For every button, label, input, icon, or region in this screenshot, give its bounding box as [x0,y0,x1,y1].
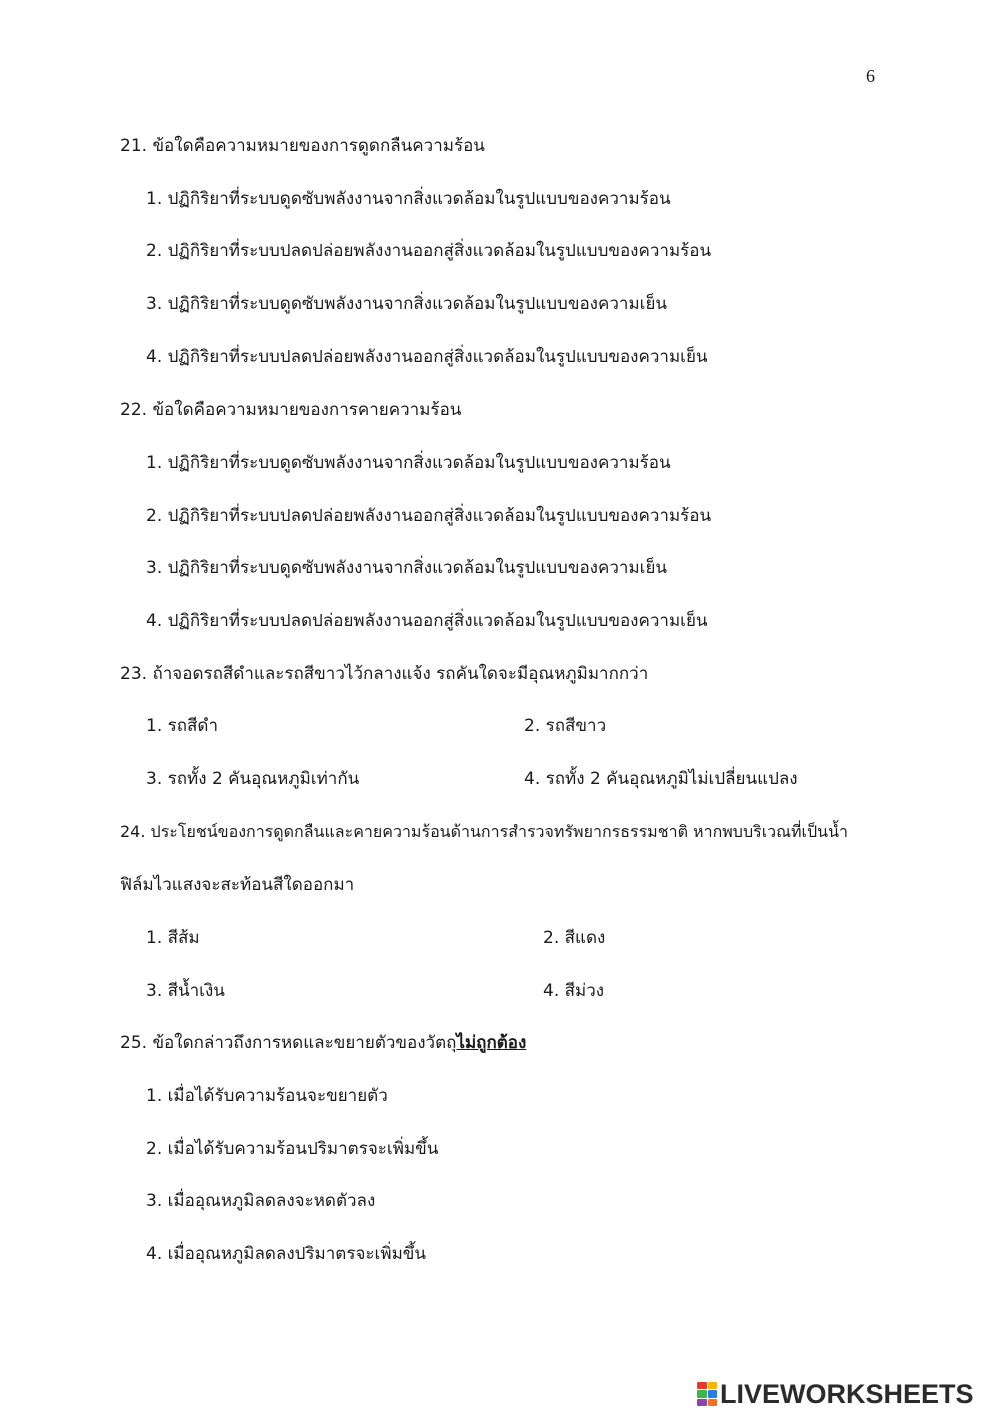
question-25-option-2: 2. เมื่อได้รับความร้อนปริมาตรจะเพิ่มขึ้น [146,1139,439,1159]
logo-block [697,1390,707,1397]
liveworksheets-logo-text: LIVEWORKSHEETS [720,1378,974,1409]
liveworksheets-logo-icon [697,1382,717,1406]
question-25-option-3: 3. เมื่ออุณหภูมิลดลงจะหดตัวลง [146,1191,376,1211]
question-25-emphasis: ไม่ถูกต้อง [456,1033,527,1053]
logo-block [708,1382,718,1389]
question-25-stem: 25. ข้อใดกล่าวถึงการหดและขยายตัวของวัตถุ [120,1033,457,1053]
question-23-option-4: 4. รถทั้ง 2 คันอุณหภูมิไม่เปลี่ยนแปลง [524,769,798,789]
logo-block [697,1382,707,1389]
question-24-option-1: 1. สีส้ม [146,928,200,948]
logo-block [708,1390,718,1397]
question-23-option-2: 2. รถสีขาว [524,716,607,736]
question-24-option-2: 2. สีแดง [543,928,606,948]
liveworksheets-logo [697,1380,974,1408]
question-25-option-4: 4. เมื่ออุณหภูมิลดลงปริมาตรจะเพิ่มขึ้น [146,1244,427,1264]
question-23-option-3: 3. รถทั้ง 2 คันอุณหภูมิเท่ากัน [146,769,360,789]
question-22-option-2: 2. ปฏิกิริยาที่ระบบปลดปล่อยพลังงานออกสู่สิ่งแวดล้อมในรูปแบบของความร้อน [146,506,712,526]
question-23-text: 23. ถ้าจอดรถสีดำและรถสีขาวไว้กลางแจ้ง รถคันใดจะมีอุณหภูมิมากกว่า [120,664,649,684]
question-25-option-1: 1. เมื่อได้รับความร้อนจะขยายตัว [146,1086,388,1106]
question-23-option-1: 1. รถสีดำ [146,716,219,736]
question-22-option-4: 4. ปฏิกิริยาที่ระบบปลดปล่อยพลังงานออกสู่สิ่งแวดล้อมในรูปแบบของความเย็น [146,611,708,631]
question-21-text: 21. ข้อใดคือความหมายของการดูดกลืนความร้อน [120,136,485,156]
question-24-text: 24. ประโยชน์ของการดูดกลืนและคายความร้อนด้านการสำรวจทรัพยากรธรรมชาติ หากพบบริเวณที่เป็นน้ำ [120,822,849,841]
question-21-option-3: 3. ปฏิกิริยาที่ระบบดูดซับพลังงานจากสิ่งแวดล้อมในรูปแบบของความเย็น [146,294,668,314]
question-22-option-3: 3. ปฏิกิริยาที่ระบบดูดซับพลังงานจากสิ่งแวดล้อมในรูปแบบของความเย็น [146,558,668,578]
question-24-option-4: 4. สีม่วง [543,981,605,1001]
question-21-option-4: 4. ปฏิกิริยาที่ระบบปลดปล่อยพลังงานออกสู่สิ่งแวดล้อมในรูปแบบของความเย็น [146,347,708,367]
page-number: 6 [866,66,875,86]
logo-block [708,1399,718,1406]
question-25-text [120,1032,526,1054]
question-24-option-3: 3. สีน้ำเงิน [146,981,225,1001]
question-22-option-1: 1. ปฏิกิริยาที่ระบบดูดซับพลังงานจากสิ่งแวดล้อมในรูปแบบของความร้อน [146,453,671,473]
question-21-option-1: 1. ปฏิกิริยาที่ระบบดูดซับพลังงานจากสิ่งแวดล้อมในรูปแบบของความร้อน [146,189,671,209]
question-21-option-2: 2. ปฏิกิริยาที่ระบบปลดปล่อยพลังงานออกสู่สิ่งแวดล้อมในรูปแบบของความร้อน [146,241,712,261]
logo-block [697,1399,707,1406]
question-24-text-continued: ฟิล์มไวแสงจะสะท้อนสีใดออกมา [120,875,355,895]
question-22-text: 22. ข้อใดคือความหมายของการคายความร้อน [120,400,462,420]
